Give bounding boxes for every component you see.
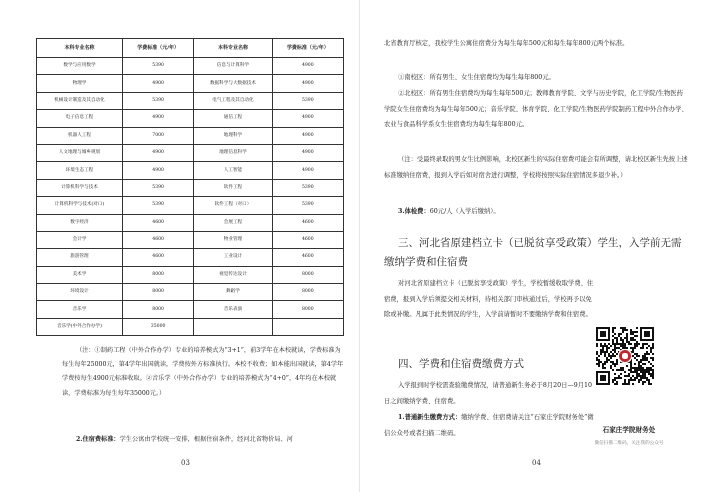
fee-cell: 4600	[272, 231, 343, 248]
fee-cell: 4900	[272, 75, 343, 92]
major-name-cell: 旅游管理	[37, 249, 123, 266]
accommodation-standard-continued: 北省教育厅核定，我校学生公寓住宿费分为每生每年500元和每生每年800元两个标准。	[384, 40, 629, 47]
table-row	[37, 266, 344, 283]
poverty-student-paragraph: 对河北省原建档立卡（已脱贫享受政策）学生，学校暂缓收取学费、住宿费，报到入学后须提交相关材料，待相关部门审核通过后，学校再予以免除或补缴。凡属于此类情况的学生，入学前请暂时不要缴纳学费和住宿费。	[384, 280, 594, 318]
fee-cell: 5390	[122, 179, 193, 196]
medical-exam-label: 3.体检费：	[398, 208, 430, 215]
table-row	[37, 231, 344, 248]
table-row	[37, 318, 344, 335]
table-row	[37, 179, 344, 196]
fee-cell: 5390	[272, 197, 343, 214]
major-name-cell: 电气工程及其自动化	[194, 92, 272, 109]
fee-cell: 4900	[122, 162, 193, 179]
major-name-cell: 地理信息科学	[194, 144, 272, 161]
fee-cell: 8000	[272, 301, 343, 318]
page-number-left: 03	[181, 459, 190, 467]
table-row	[37, 58, 344, 75]
qr-caption: 石家庄学院财务处	[602, 426, 656, 434]
table-row	[37, 127, 344, 144]
major-name-cell: 美术学	[37, 266, 123, 283]
table-row	[37, 75, 344, 92]
fee-cell: 4900	[272, 58, 343, 75]
fee-cell: 5390	[272, 179, 343, 196]
major-name-cell: 会展工程	[194, 214, 272, 231]
col-header-fee: 学费标准（元/年）	[122, 39, 193, 58]
fee-cell: 4900	[272, 162, 343, 179]
table-row	[37, 301, 344, 318]
fee-cell: 8000	[122, 301, 193, 318]
major-name-cell: 音乐学	[37, 301, 123, 318]
col-header-major: 本科专业名称	[37, 39, 123, 58]
section-heading-4: 四、学费和住宿费缴费方式	[398, 358, 524, 370]
major-name-cell: 音乐表演	[194, 301, 272, 318]
fee-cell: 7000	[122, 127, 193, 144]
major-name-cell	[194, 318, 272, 335]
major-name-cell: 音乐学(中外合作办学)	[37, 318, 123, 335]
medical-exam-text: 60元/人（入学后缴纳）。	[429, 208, 500, 215]
section-heading-3: 三、河北省原建档立卡（已脱贫享受政策）学生，入学前无需缴纳学费和住宿费	[384, 237, 682, 268]
major-name-cell: 人文地理与城乡规划	[37, 144, 123, 161]
major-name-cell: 软件工程	[194, 179, 272, 196]
fee-cell: 4900	[272, 110, 343, 127]
fee-cell: 4900	[272, 144, 343, 161]
table-note: （注：①制药工程（中外合作办学）专业的培养模式为“3+1”，前3学年在本校就读，学费标准为每生每年25000元，第4学年出国就读，学费按外方标准执行。本校不收费；如本能出国就读，第4学年学费按每生4900元标准收取。②音乐学（中外合作办学）专业的培养模式为“4+0”，4年均在本校就读，学费标准为每生每年35000元。）	[62, 347, 344, 397]
north-campus-fee: ②北校区：所有男生住宿费均为每生每年500元；教师教育学院、文学与历史学院，化工学院/生物医药学院女生住宿费均为每生每年500元；音乐学院、体育学院、化工学院/生物医药学院制药工程中外合作办学、农业与食品科学系女生住宿费均为每生每年800元。	[384, 90, 688, 128]
fee-cell: 8000	[122, 284, 193, 301]
fee-cell: 8000	[272, 266, 343, 283]
table-row	[37, 197, 344, 214]
major-name-cell: 计算机科学与技术(对口)	[37, 197, 123, 214]
fee-cell: 5390	[122, 58, 193, 75]
fee-cell: 5390	[122, 197, 193, 214]
page-number-right: 04	[532, 459, 541, 467]
major-name-cell: 物理学	[37, 75, 123, 92]
major-name-cell: 物业管理	[194, 231, 272, 248]
accommodation-fee-label: 2.住宿费标准：	[76, 436, 120, 443]
fee-cell: 5390	[272, 92, 343, 109]
table-row	[37, 162, 344, 179]
fee-cell: 4600	[272, 249, 343, 266]
major-name-cell: 会计学	[37, 231, 123, 248]
south-campus-fee: ①南校区：所有男生、女生住宿费均为每生每年800元。	[398, 74, 555, 81]
fee-cell: 4600	[122, 231, 193, 248]
accommodation-fee-text: 学生公寓由学校统一安排，根据住宿条件，经河北省物价局、河	[119, 436, 293, 443]
qr-code-icon[interactable]	[596, 327, 654, 385]
major-name-cell: 地理科学	[194, 127, 272, 144]
payment-method-label: 1.普通新生缴费方式：	[398, 414, 462, 421]
fee-cell: 4600	[122, 249, 193, 266]
major-name-cell: 机器人工程	[37, 127, 123, 144]
major-name-cell: 数学与应用数学	[37, 58, 123, 75]
fee-cell: 4900	[122, 110, 193, 127]
fee-cell: 8000	[272, 284, 343, 301]
major-name-cell: 信息与计算科学	[194, 58, 272, 75]
table-row	[37, 110, 344, 127]
fee-cell: 4900	[272, 127, 343, 144]
fee-cell: 5390	[122, 92, 193, 109]
major-name-cell: 工业设计	[194, 249, 272, 266]
major-name-cell: 舞蹈学	[194, 284, 272, 301]
fee-cell: 4900	[122, 144, 193, 161]
accommodation-fee-paragraph	[62, 433, 344, 447]
fee-cell: 4600	[272, 214, 343, 231]
table-row	[37, 249, 344, 266]
medical-exam-fee	[384, 204, 688, 220]
major-name-cell: 通信工程	[194, 110, 272, 127]
table-row	[37, 144, 344, 161]
col-header-fee-2: 学费标准（元/年）	[272, 39, 343, 58]
major-name-cell: 电子信息工程	[37, 110, 123, 127]
fee-cell	[272, 318, 343, 335]
fee-cell: 35000	[122, 318, 193, 335]
fee-cell: 4600	[122, 214, 193, 231]
major-name-cell: 环境生态工程	[37, 162, 123, 179]
qr-subcaption: 微信扫描二维码，关注我的公众号	[594, 441, 664, 446]
table-row	[37, 214, 344, 231]
payment-method-text: 缴纳学费、住宿费请关注“石家庄学院财务处”微信公众号或者扫描二维码。	[384, 414, 594, 437]
table-header-row	[37, 39, 344, 58]
fee-cell: 8000	[122, 266, 193, 283]
major-name-cell: 环境设计	[37, 284, 123, 301]
major-name-cell: 数据科学与大数据技术	[194, 75, 272, 92]
major-name-cell: 人工智能	[194, 162, 272, 179]
major-name-cell: 计算机科学与技术	[37, 179, 123, 196]
major-name-cell: 机械设计制造及其自动化	[37, 92, 123, 109]
tuition-table	[36, 38, 344, 336]
payment-deadline-paragraph: 入学报到时学校需查验缴费情况，请普通新生务必于8月20日—9月10日之间缴纳学费、住宿费。	[384, 382, 593, 405]
table-row	[37, 284, 344, 301]
major-name-cell: 数字经济	[37, 214, 123, 231]
payment-method-paragraph	[384, 410, 594, 441]
col-header-major-2: 本科专业名称	[194, 39, 272, 58]
campus-fee-note: （注：受最终录取的男女生比例影响，北校区新生的实际住宿费可能会有所调整，请北校区新生先按上述标准缴纳住宿费，报到入学后如对宿舍进行调整，学校将按照实际住宿情况多退少补。）	[384, 156, 688, 179]
fee-cell: 4900	[122, 75, 193, 92]
major-name-cell: 软件工程（对口）	[194, 197, 272, 214]
table-row	[37, 92, 344, 109]
major-name-cell: 视觉传达设计	[194, 266, 272, 283]
